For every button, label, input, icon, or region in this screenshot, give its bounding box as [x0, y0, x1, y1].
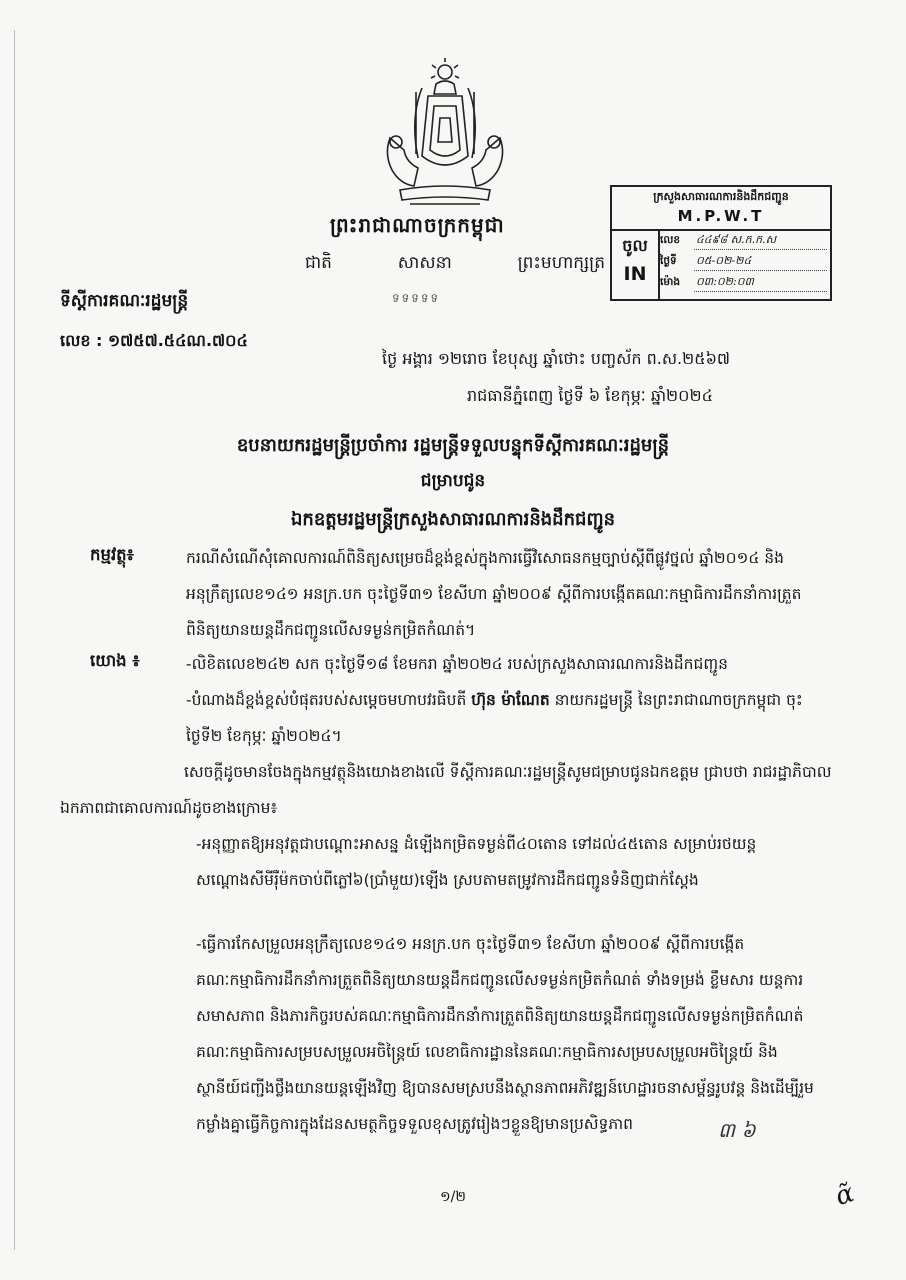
stamp-date-label: ថ្ងៃទី [660, 255, 677, 267]
stamp-ministry-name: ក្រសួងសាធារណការនិងដឹកជញ្ជូន [653, 190, 789, 203]
issuing-department: ទីស្តីការគណៈរដ្ឋមន្ត្រី [60, 291, 189, 311]
stamp-number-value: ៤៤៩៨ ស.ក.ក.ស [694, 233, 827, 250]
stamp-in-box [612, 229, 660, 299]
reference-item-2 [186, 682, 826, 754]
body-bullet-1: -អនុញ្ញាតឱ្យអនុវត្តជាបណ្តោះអាសន្ន ដំឡើងកម្រិតទម្ងន់ពី៤០តោន ទៅដល់៤៥តោន សម្រាប់រថយន្តសណ្តោងសីមីរ៉ឺម៉កចាប់ពីភ្លៅ៦(ប្រាំមួយ)ឡើង ស្របតាមតម្រូវការដឹកជញ្ជូនទំនិញជាក់ស្តែង [196, 835, 757, 889]
reference-item-2-prefix: -បំណាងដ៏ខ្ពង់ខ្ពស់បំផុតរបស់សម្តេចមហាបវរធិបតី [186, 691, 472, 709]
stamp-header [612, 187, 830, 231]
royal-coat-of-arms-icon [370, 58, 520, 208]
stamp-number-label: លេខ [660, 234, 680, 246]
motto-king: ព្រះមហាក្សត្រ [517, 253, 605, 273]
subject-text: ករណីសំណើសុំគោលការណ៍ពិនិត្យសម្រេចដ៏ខ្ពង់ខ្ពស់ក្នុងការធ្វើវិសោធនកម្មច្បាប់ស្តីពីផ្លូវថ្នល់ ឆ្នាំ២០១៤ និងអនុក្រឹត្យលេខ១៤១ អនក្រ.បក ចុះថ្ងៃទី៣១ ខែសីហា ឆ្នាំ២០០៩ ស្តីពីការបង្កើតគណៈកម្មាធិការដឹកនាំការត្រួតពិនិត្យយានយន្តដឹកជញ្ជូនលើសទម្ងន់កម្រិតកំណត់។ [186, 549, 802, 639]
reference-item-1: -លិខិតលេខ២៤២ សក ចុះថ្ងៃទី១៨ ខែមករា ឆ្នាំ២០២៤ របស់ក្រសួងសាធារណការនិងដឹកជញ្ជូន [186, 655, 728, 673]
received-stamp [610, 185, 832, 301]
body-intro: សេចក្តីដូចមានចែងក្នុងកម្មវត្ថុនិងយោងខាងលើ ទីស្តីការគណៈរដ្ឋមន្ត្រីសូមជម្រាបជូនឯកឧត្តម ជ្រាបថា រាជរដ្ឋាភិបាលឯកភាពជាគោលការណ៍ដូចខាងក្រោម៖ [60, 763, 832, 817]
motto-ornament: ទទទទទ [392, 291, 441, 305]
reference-number: លេខ : ១៧៥៧.៥៤ណ.៧០៤ [60, 331, 248, 350]
salutation: ជម្រាបជូន [420, 471, 486, 491]
stamp-row-number [660, 231, 827, 252]
kingdom-name: ព្រះរាជាណាចក្រកម្ពុជា [330, 213, 505, 237]
stamp-abbreviation: M.P.W.T [677, 207, 765, 225]
stamp-row-time [660, 273, 827, 294]
national-motto [305, 252, 605, 277]
handwritten-initials-icon: ɑ̃ [831, 1178, 858, 1212]
stamp-in-label: IN [623, 263, 647, 285]
solar-date: រាជធានីភ្នំពេញ ថ្ងៃទី ៦ ខែកុម្ភៈ ឆ្នាំ២០២៤ [467, 386, 713, 405]
stamp-date-value: ០៥-០២-២៤ [694, 254, 827, 271]
reference-label: យោង ៖ [90, 651, 140, 670]
page-edge-line [14, 30, 15, 1250]
subject-label: កម្មវត្ថុ៖ [90, 545, 134, 564]
stamp-time-label: ម៉ោង [660, 276, 680, 288]
stamp-in-khmer: ចូល [622, 236, 648, 255]
body-bullet-2: -ធ្វើការកែសម្រួលអនុក្រឹត្យលេខ១៤១ អនក្រ.បក ចុះថ្ងៃទី៣១ ខែសីហា ឆ្នាំ២០០៩ ស្តីពីការបង្កើតគណៈកម្មាធិការដឹកនាំការត្រួតពិនិត្យយានយន្តដឹកជញ្ជូនលើសទម្ងន់កម្រិតកំណត់ ទាំងទម្រង់ ខ្លឹមសារ យន្តការ សមាសភាព និងភារកិច្ចរបស់គណៈកម្មាធិការដឹកនាំការត្រួតពិនិត្យយានយន្តដឹកជញ្ជូនលើសទម្ងន់កម្រិតកំណត់ គណៈកម្មាធិការសម្របសម្រួលអចិន្ត្រៃយ៍ លេខាធិការដ្ឋាននៃគណៈកម្មាធិការសម្របសម្រួលអចិន្ត្រៃយ៍ និងស្ថានីយ៍ជញ្ជីងថ្លឹងយានយន្តឡើងវិញ ឱ្យបានសមស្របនឹងស្ថានភាពអភិវឌ្ឍន៍ហេដ្ឋារចនាសម្ព័ន្ធរូបវន្ត និងដើម្បីរួមកម្លាំងគ្នាធ្វើកិច្ចការក្នុងដែនសមត្ថកិច្ចទទួលខុសត្រូវរៀងៗខ្លួនឱ្យមានប្រសិទ្ធភាព [196, 935, 814, 1133]
handwritten-mark: ៣ ៦ [718, 1118, 756, 1142]
stamp-row-date [660, 252, 827, 273]
lunar-date: ថ្ងៃ អង្គារ ១២រោច ខែបុស្ស ឆ្នាំថោះ បញ្ចស័ក ព.ស.២៥៦៧ [382, 349, 731, 368]
sender-title: ឧបនាយករដ្ឋមន្ត្រីប្រចាំការ រដ្ឋមន្ត្រីទទួលបន្ទុកទីស្តីការគណៈរដ្ឋមន្ត្រី [236, 435, 670, 456]
motto-nation: ជាតិ [305, 253, 332, 273]
stamp-fields [660, 231, 827, 294]
motto-religion: សាសនា [397, 253, 452, 273]
page-number: ១/២ [440, 1189, 466, 1205]
recipient-title: ឯកឧត្តមរដ្ឋមន្ត្រីក្រសួងសាធារណការនិងដឹកជញ្ជូន [290, 509, 616, 530]
prime-minister-name: ហ៊ុន ម៉ាណែត [471, 691, 550, 709]
stamp-time-value: ០៣:០២:០៣ [694, 275, 827, 292]
reference-item-2-suffix: នាយករដ្ឋមន្ត្រី នៃព្រះរាជាណាចក្រកម្ពុជា ចុះថ្ងៃទី២ ខែកុម្ភៈ ឆ្នាំ២០២៤។ [186, 691, 803, 745]
